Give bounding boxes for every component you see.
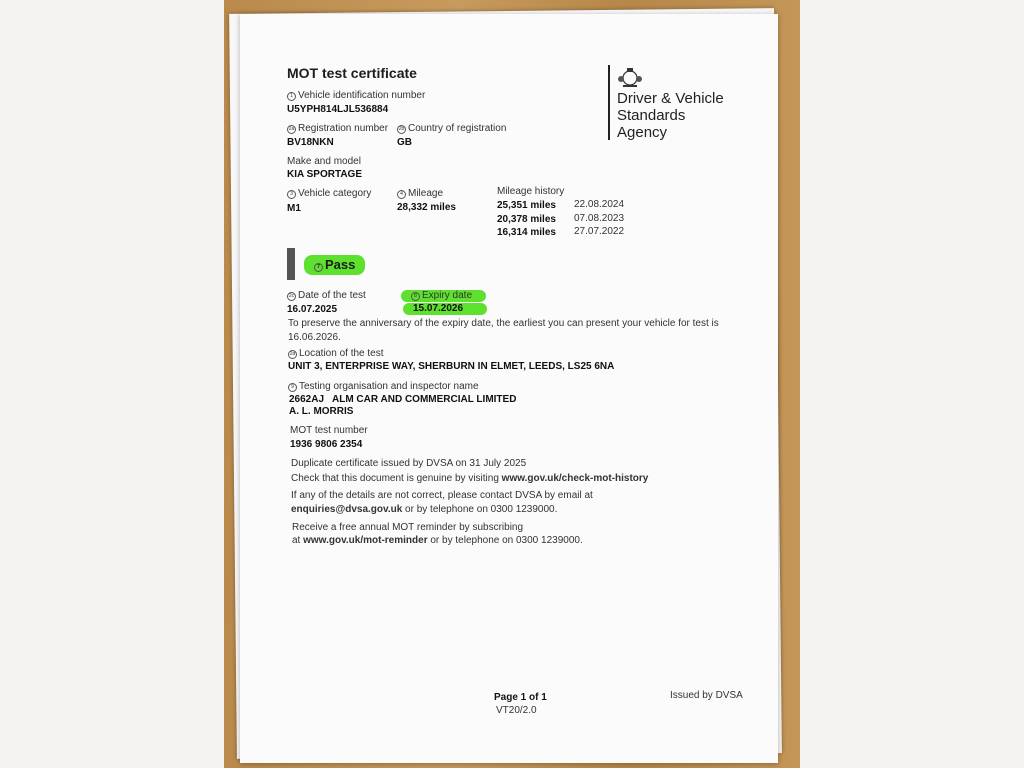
result-bar — [287, 248, 295, 280]
make-model-label: Make and model — [287, 156, 361, 167]
anniversary-note: To preserve the anniversary of the expiry date, the earliest you can present your vehicle for test is — [288, 318, 719, 329]
result-badge: 7 Pass — [304, 255, 365, 275]
contact-details: enquiries@dvsa.gov.uk or by telephone on 0300 1239000. — [291, 504, 558, 515]
reminder-note: Receive a free annual MOT reminder by subscribing — [292, 522, 524, 533]
mileage-history-label: Mileage history — [497, 186, 565, 197]
page-title: MOT test certificate — [287, 65, 417, 81]
mileage-value: 28,332 miles — [397, 202, 456, 213]
history-date: 07.08.2023 — [574, 213, 625, 224]
history-miles: 25,351 miles — [497, 200, 556, 211]
organisation-label: 9 Testing organisation and inspector name — [288, 381, 479, 393]
agency-name: Driver & Vehicle Standards Agency — [617, 90, 724, 141]
check-link: www.gov.uk/check-mot-history — [501, 473, 649, 484]
field-number-icon: 8 — [411, 292, 420, 301]
category-value: M1 — [287, 203, 301, 214]
registration-value: BV18NKN — [287, 137, 334, 148]
form-code: VT20/2.0 — [496, 705, 537, 716]
mileage-label: 4 Mileage — [397, 188, 443, 200]
organisation-value: 2662AJ ALM CAR AND COMMERCIAL LIMITED — [289, 394, 517, 405]
duplicate-note: Duplicate certificate issued by DVSA on 31 July 2025 — [291, 458, 527, 469]
vin-value: U5YPH814LJL536884 — [287, 104, 389, 115]
test-number-label: MOT test number — [290, 425, 368, 436]
test-date-label: 2c Date of the test — [288, 290, 366, 301]
history-date: 22.08.2024 — [574, 199, 625, 210]
make-model-value: KIA SPORTAGE — [287, 169, 363, 180]
field-number-icon: 2c — [288, 293, 295, 299]
email-link: enquiries@dvsa.gov.uk — [291, 504, 403, 515]
vin-label: 1 Vehicle identification number — [287, 90, 425, 102]
contact-note: If any of the details are not correct, please contact DVSA by email at — [291, 490, 593, 501]
country-value: GB — [397, 137, 412, 148]
field-number-icon: 7 — [314, 263, 323, 272]
issued-by: Issued by DVSA — [670, 690, 743, 701]
field-number-icon: 1 — [287, 92, 296, 101]
test-number-value: 1936 9806 2354 — [290, 439, 363, 450]
field-number-icon: 2a — [288, 126, 295, 132]
expiry-label: 8 Expiry date — [401, 290, 486, 302]
reminder-link: www.gov.uk/mot-reminder — [303, 535, 428, 546]
location-label: 2d Location of the test — [289, 348, 384, 359]
royal-crest-icon — [617, 66, 643, 88]
brand-divider — [608, 65, 610, 140]
anniversary-date: 16.06.2026. — [288, 332, 341, 343]
field-number-icon: 2b — [398, 126, 405, 132]
field-number-icon: 4 — [397, 190, 406, 199]
registration-label: 2a Registration number — [288, 123, 389, 134]
history-miles: 20,378 miles — [497, 214, 556, 225]
test-date-value: 16.07.2025 — [287, 304, 338, 315]
reminder-details: at www.gov.uk/mot-reminder or by telephone on 0300 1239000. — [292, 535, 583, 546]
page-number: Page 1 of 1 — [494, 692, 547, 703]
country-label: 2b Country of registration — [398, 123, 507, 134]
location-value: UNIT 3, ENTERPRISE WAY, SHERBURN IN ELMET, LEEDS, LS25 6NA — [288, 361, 615, 372]
field-number-icon: 3 — [287, 190, 296, 199]
check-note: Check that this document is genuine by visiting www.gov.uk/check-mot-history — [291, 473, 649, 484]
history-miles: 16,314 miles — [497, 227, 556, 238]
expiry-value: 15.07.2026 — [403, 303, 487, 315]
field-number-icon: 2d — [289, 351, 296, 357]
history-date: 27.07.2022 — [574, 226, 625, 237]
category-label: 3 Vehicle category — [287, 188, 371, 200]
field-number-icon: 9 — [288, 383, 297, 392]
inspector-name: A. L. MORRIS — [289, 406, 354, 417]
